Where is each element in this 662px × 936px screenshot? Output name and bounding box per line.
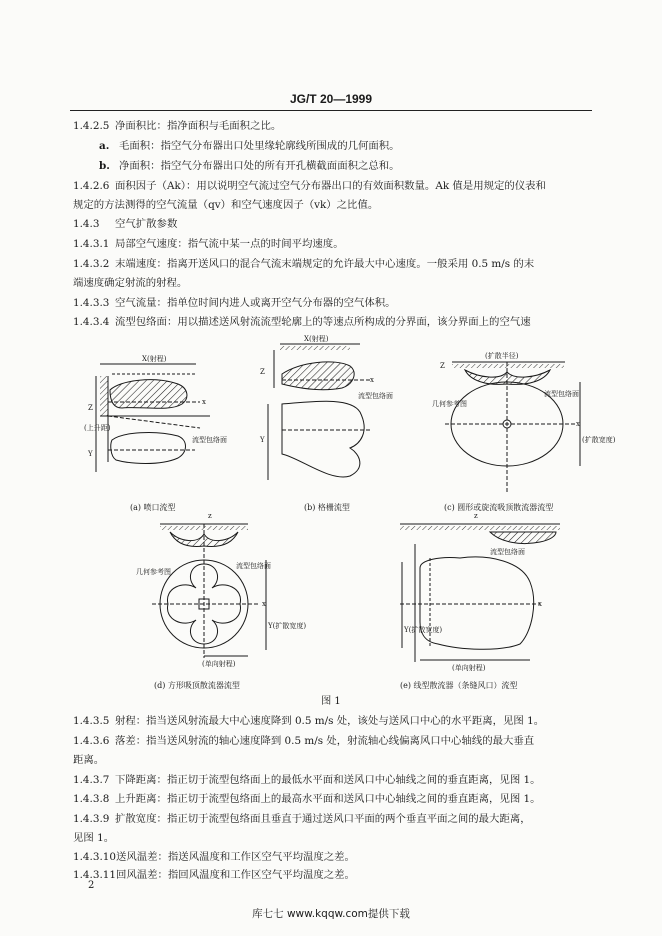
figure-caption: 图 1 bbox=[321, 696, 341, 707]
subfigure-a-nozzle bbox=[96, 364, 210, 472]
label-one-way-range-d: (单向射程) bbox=[202, 660, 236, 668]
sub-letter: b. bbox=[99, 160, 110, 172]
axis-z-d: z bbox=[208, 512, 212, 520]
subfigure-d-square bbox=[152, 524, 266, 658]
para-continuation: 端速度确定射流的射程。 bbox=[73, 277, 188, 289]
sub-item-a bbox=[73, 137, 621, 157]
clause-number: 1.4.3.2 bbox=[73, 258, 110, 270]
axis-x-e: x bbox=[538, 600, 542, 608]
subfigure-b-grille bbox=[268, 344, 370, 480]
label-rise-a: (上升距) bbox=[84, 424, 111, 432]
label-envelope-d: 流型包络面 bbox=[236, 562, 271, 570]
clause-text: 局部空气速度：指气流中某一点的时间平均速度。 bbox=[115, 238, 344, 250]
para-continuation: 见图 1。 bbox=[73, 832, 115, 844]
clause-number: 1.4.3.8 bbox=[73, 793, 110, 805]
para-1-4-3-8 bbox=[73, 790, 595, 810]
letter-z-c: Z bbox=[440, 362, 445, 370]
para-1-4-2-5 bbox=[73, 117, 595, 137]
para-1-4-3-6 bbox=[73, 732, 595, 752]
label-envelope-c: 流型包络面 bbox=[544, 390, 579, 398]
clause-text: 下降距离：指正切于流型包络面上的最低水平面和送风口中心轴线之间的垂直距离，见图 1。 bbox=[115, 774, 541, 786]
para-1-4-3-9 bbox=[73, 810, 595, 830]
para-1-4-3-4 bbox=[73, 313, 595, 333]
clause-number: 1.4.3.3 bbox=[73, 297, 110, 309]
para-1-4-2-6 bbox=[73, 177, 595, 197]
header-rule bbox=[70, 110, 592, 111]
para-continuation: 规定的方法测得的空气流量（qv）和空气速度因子（vk）之比值。 bbox=[73, 199, 379, 211]
para-1-4-3-7 bbox=[73, 771, 595, 791]
letter-y-b: Y bbox=[260, 436, 265, 444]
label-y-spread-c: (扩散宽度) bbox=[582, 436, 616, 444]
figure-1 bbox=[60, 332, 620, 697]
clause-text: 射程：指当送风射流最大中心速度降到 0.5 m/s 处，该处与送风口中心的水平距离，见图 1。 bbox=[115, 715, 545, 727]
download-footer[interactable]: 库七七 www.kqqw.com提供下载 bbox=[252, 908, 410, 920]
axis-x-d: x bbox=[262, 600, 266, 608]
clause-text: 流型包络面：用以描述送风射流流型轮廓上的等速点所构成的分界面，该分界面上的空气速 bbox=[115, 316, 531, 328]
para-continuation: 距离。 bbox=[73, 754, 105, 766]
label-y-spread-d: Y(扩散宽度) bbox=[268, 622, 307, 630]
clause-text: 送风温差：指送风温度和工作区空气平均温度之差。 bbox=[115, 851, 355, 863]
subfig-caption-e: (e) 线型散流器（条缝风口）流型 bbox=[400, 681, 518, 690]
clause-number: 1.4.3.5 bbox=[73, 715, 110, 727]
sub-text: 毛面积：指空气分布器出口处里缘轮廓线所围成的几何面积。 bbox=[119, 140, 400, 152]
sub-item-b bbox=[73, 157, 621, 177]
label-geo-ref-d: 几何参考图 bbox=[136, 568, 171, 576]
clause-text: 净面积比：指净面积与毛面积之比。 bbox=[115, 120, 282, 132]
subfig-caption-d: (d) 方形吸顶散流器流型 bbox=[154, 681, 240, 690]
clause-number: 1.4.3.7 bbox=[73, 774, 110, 786]
axis-x-b: x bbox=[370, 376, 374, 384]
subfig-caption-b: (b) 格栅流型 bbox=[304, 503, 350, 512]
clause-number: 1.4.3.1 bbox=[73, 238, 110, 250]
para-1-4-3 bbox=[73, 215, 595, 235]
clause-text: 落差：指当送风射流的轴心速度降到 0.5 m/s 处，射流轴心线偏离风口中心轴线的最大垂直 bbox=[115, 735, 535, 747]
clause-text: 回风温差：指回风温度和工作区空气平均温度之差。 bbox=[115, 869, 355, 881]
sub-letter: a. bbox=[99, 140, 110, 152]
clause-text: 上升距离：指正切于流型包络面上的最高水平面和送风口中心轴线之间的垂直距离，见图 1。 bbox=[115, 793, 541, 805]
clause-number: 1.4.2.5 bbox=[73, 120, 110, 132]
para-1-4-3-10 bbox=[73, 848, 595, 868]
label-envelope-e: 流型包络面 bbox=[490, 548, 525, 556]
page-number: 2 bbox=[88, 880, 95, 891]
clause-number: 1.4.3.6 bbox=[73, 735, 110, 747]
clause-text: 空气扩散参数 bbox=[115, 218, 178, 230]
standard-header: JG/T 20—1999 bbox=[289, 92, 373, 106]
clause-text: 面积因子（Ak）：用以说明空气流过空气分布器出口的有效面积数量。Ak 值是用规定的仪表和 bbox=[115, 180, 546, 192]
clause-number: 1.4.2.6 bbox=[73, 180, 110, 192]
letter-z-a: Z bbox=[88, 404, 93, 412]
label-x-range-a: X(射程) bbox=[142, 355, 167, 363]
subfigure-e-linear bbox=[400, 524, 560, 662]
subfig-caption-a: (a) 喷口流型 bbox=[130, 503, 176, 512]
subfig-caption-c: (c) 圆形或旋流吸顶散流器流型 bbox=[444, 503, 554, 512]
label-x-range-b: X(射程) bbox=[304, 335, 329, 343]
clause-text: 空气流量：指单位时间内进人或离开空气分布器的空气体积。 bbox=[115, 297, 396, 309]
para-1-4-3-2 bbox=[73, 255, 595, 275]
clause-number: 1.4.3.4 bbox=[73, 316, 110, 328]
sub-text: 净面积：指空气分布器出口处的所有开孔横截面面积之总和。 bbox=[119, 160, 400, 172]
axis-x-a: x bbox=[202, 398, 206, 406]
letter-y-a: Y bbox=[88, 450, 93, 458]
figure-1-drawing bbox=[60, 332, 620, 697]
clause-number: 1.4.3.9 bbox=[73, 813, 110, 825]
clause-number: 1.4.3 bbox=[73, 218, 100, 230]
axis-x-c: x bbox=[576, 420, 580, 428]
label-y-spread-e: Y(扩散宽度) bbox=[404, 626, 443, 634]
clause-text: 扩散宽度：指正切于流型包络面且垂直于通过送风口平面的两个垂直平面之间的最大距离， bbox=[115, 813, 531, 825]
letter-z-b: Z bbox=[260, 368, 265, 376]
clause-text: 末端速度：指离开送风口的混合气流末端规定的允许最大中心速度。一般采用 0.5 m/s 的末 bbox=[115, 258, 535, 270]
subfigure-c-round bbox=[445, 362, 580, 492]
axis-z-e: z bbox=[474, 512, 478, 520]
label-geo-ref-c: 几何参考图 bbox=[432, 400, 467, 408]
clause-number: 1.4.3.11 bbox=[73, 869, 116, 881]
para-1-4-3-11 bbox=[73, 866, 595, 886]
label-one-way-range-e: (单向射程) bbox=[452, 664, 486, 672]
label-envelope-a: 流型包络面 bbox=[192, 436, 227, 444]
label-spread-radius-c: (扩散半径) bbox=[485, 352, 519, 360]
para-1-4-3-3 bbox=[73, 294, 595, 314]
para-1-4-3-5 bbox=[73, 712, 595, 732]
label-envelope-b: 流型包络面 bbox=[358, 392, 393, 400]
para-1-4-3-1 bbox=[73, 235, 595, 255]
clause-number: 1.4.3.10 bbox=[73, 851, 116, 863]
